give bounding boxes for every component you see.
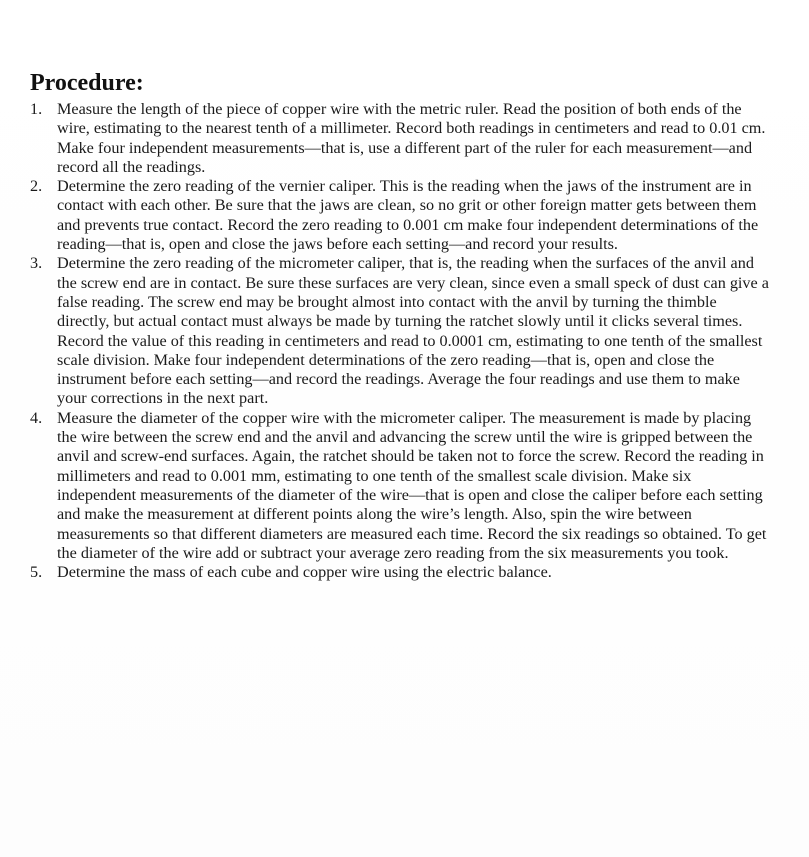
procedure-steps-list bbox=[30, 100, 770, 582]
step-text: Determine the zero reading of the vernier caliper. This is the reading when the jaws of the instrument are in contact with each other. Be sure that the jaws are clean, so no grit or other foreign matter gets between them and prevents true contact. Record the zero reading to 0.001 cm make four independent determinations of the reading—that is, open and close the jaws before each setting—and record your results. bbox=[57, 177, 759, 254]
step-number: 1. bbox=[30, 100, 43, 118]
procedure-step-3 bbox=[30, 254, 770, 408]
step-number: 3. bbox=[30, 254, 43, 273]
step-number: 5. bbox=[30, 563, 43, 582]
step-text: Measure the length of the piece of copper wire with the metric ruler. Read the position of both ends of the wire, estimating to the nearest tenth of a millimeter. Record both readings in centimeters and read to 0.01 cm. Make four independent measurements—that is, use a different part of the ruler for each measurement—and record all the readings. bbox=[57, 100, 766, 176]
step-text: Measure the diameter of the copper wire with the micrometer caliper. The measurement is made by placing the wire between the screw end and the anvil and advancing the screw until the wire is gripped between the anvil and screw-end surfaces. Again, the ratchet should be taken not to force the screw. Record the reading in millimeters and read to 0.001 mm, estimating to one tenth of the smallest scale division. Make six independent measurements of the diameter of the wire—that is open and close the caliper before each setting and make the measurement at different points along the wire’s length. Also, spin the wire between measurements so that different diameters are measured each time. Record the six readings so obtained. To get the diameter of the wire add or subtract your average zero reading from the six measurements you took. bbox=[57, 408, 767, 562]
procedure-step-1 bbox=[30, 100, 770, 177]
step-text: Determine the mass of each cube and copper wire using the electric balance. bbox=[57, 563, 552, 582]
procedure-heading: Procedure: bbox=[30, 70, 144, 96]
procedure-step-5 bbox=[30, 563, 770, 582]
procedure-step-2 bbox=[30, 177, 770, 254]
step-number: 2. bbox=[30, 177, 43, 196]
procedure-step-4 bbox=[30, 409, 770, 563]
step-number: 4. bbox=[30, 408, 43, 427]
document-content bbox=[30, 68, 770, 582]
step-text: Determine the zero reading of the micrometer caliper, that is, the reading when the surfaces of the anvil and the screw end are in contact. Be sure these surfaces are very clean, since even a small speck of dust can give a false reading. The screw end may be brought almost into contact with the anvil by turning the thimble directly, but actual contact must always be made by turning the ratchet slowly until it clicks several times. Record the value of this reading in centimeters and read to 0.0001 cm, estimating to one tenth of the smallest scale division. Make four independent determinations of the zero reading—that is, open and close the instrument before each setting—and record the readings. Average the four readings and use them to make your corrections in the next part. bbox=[57, 254, 769, 408]
